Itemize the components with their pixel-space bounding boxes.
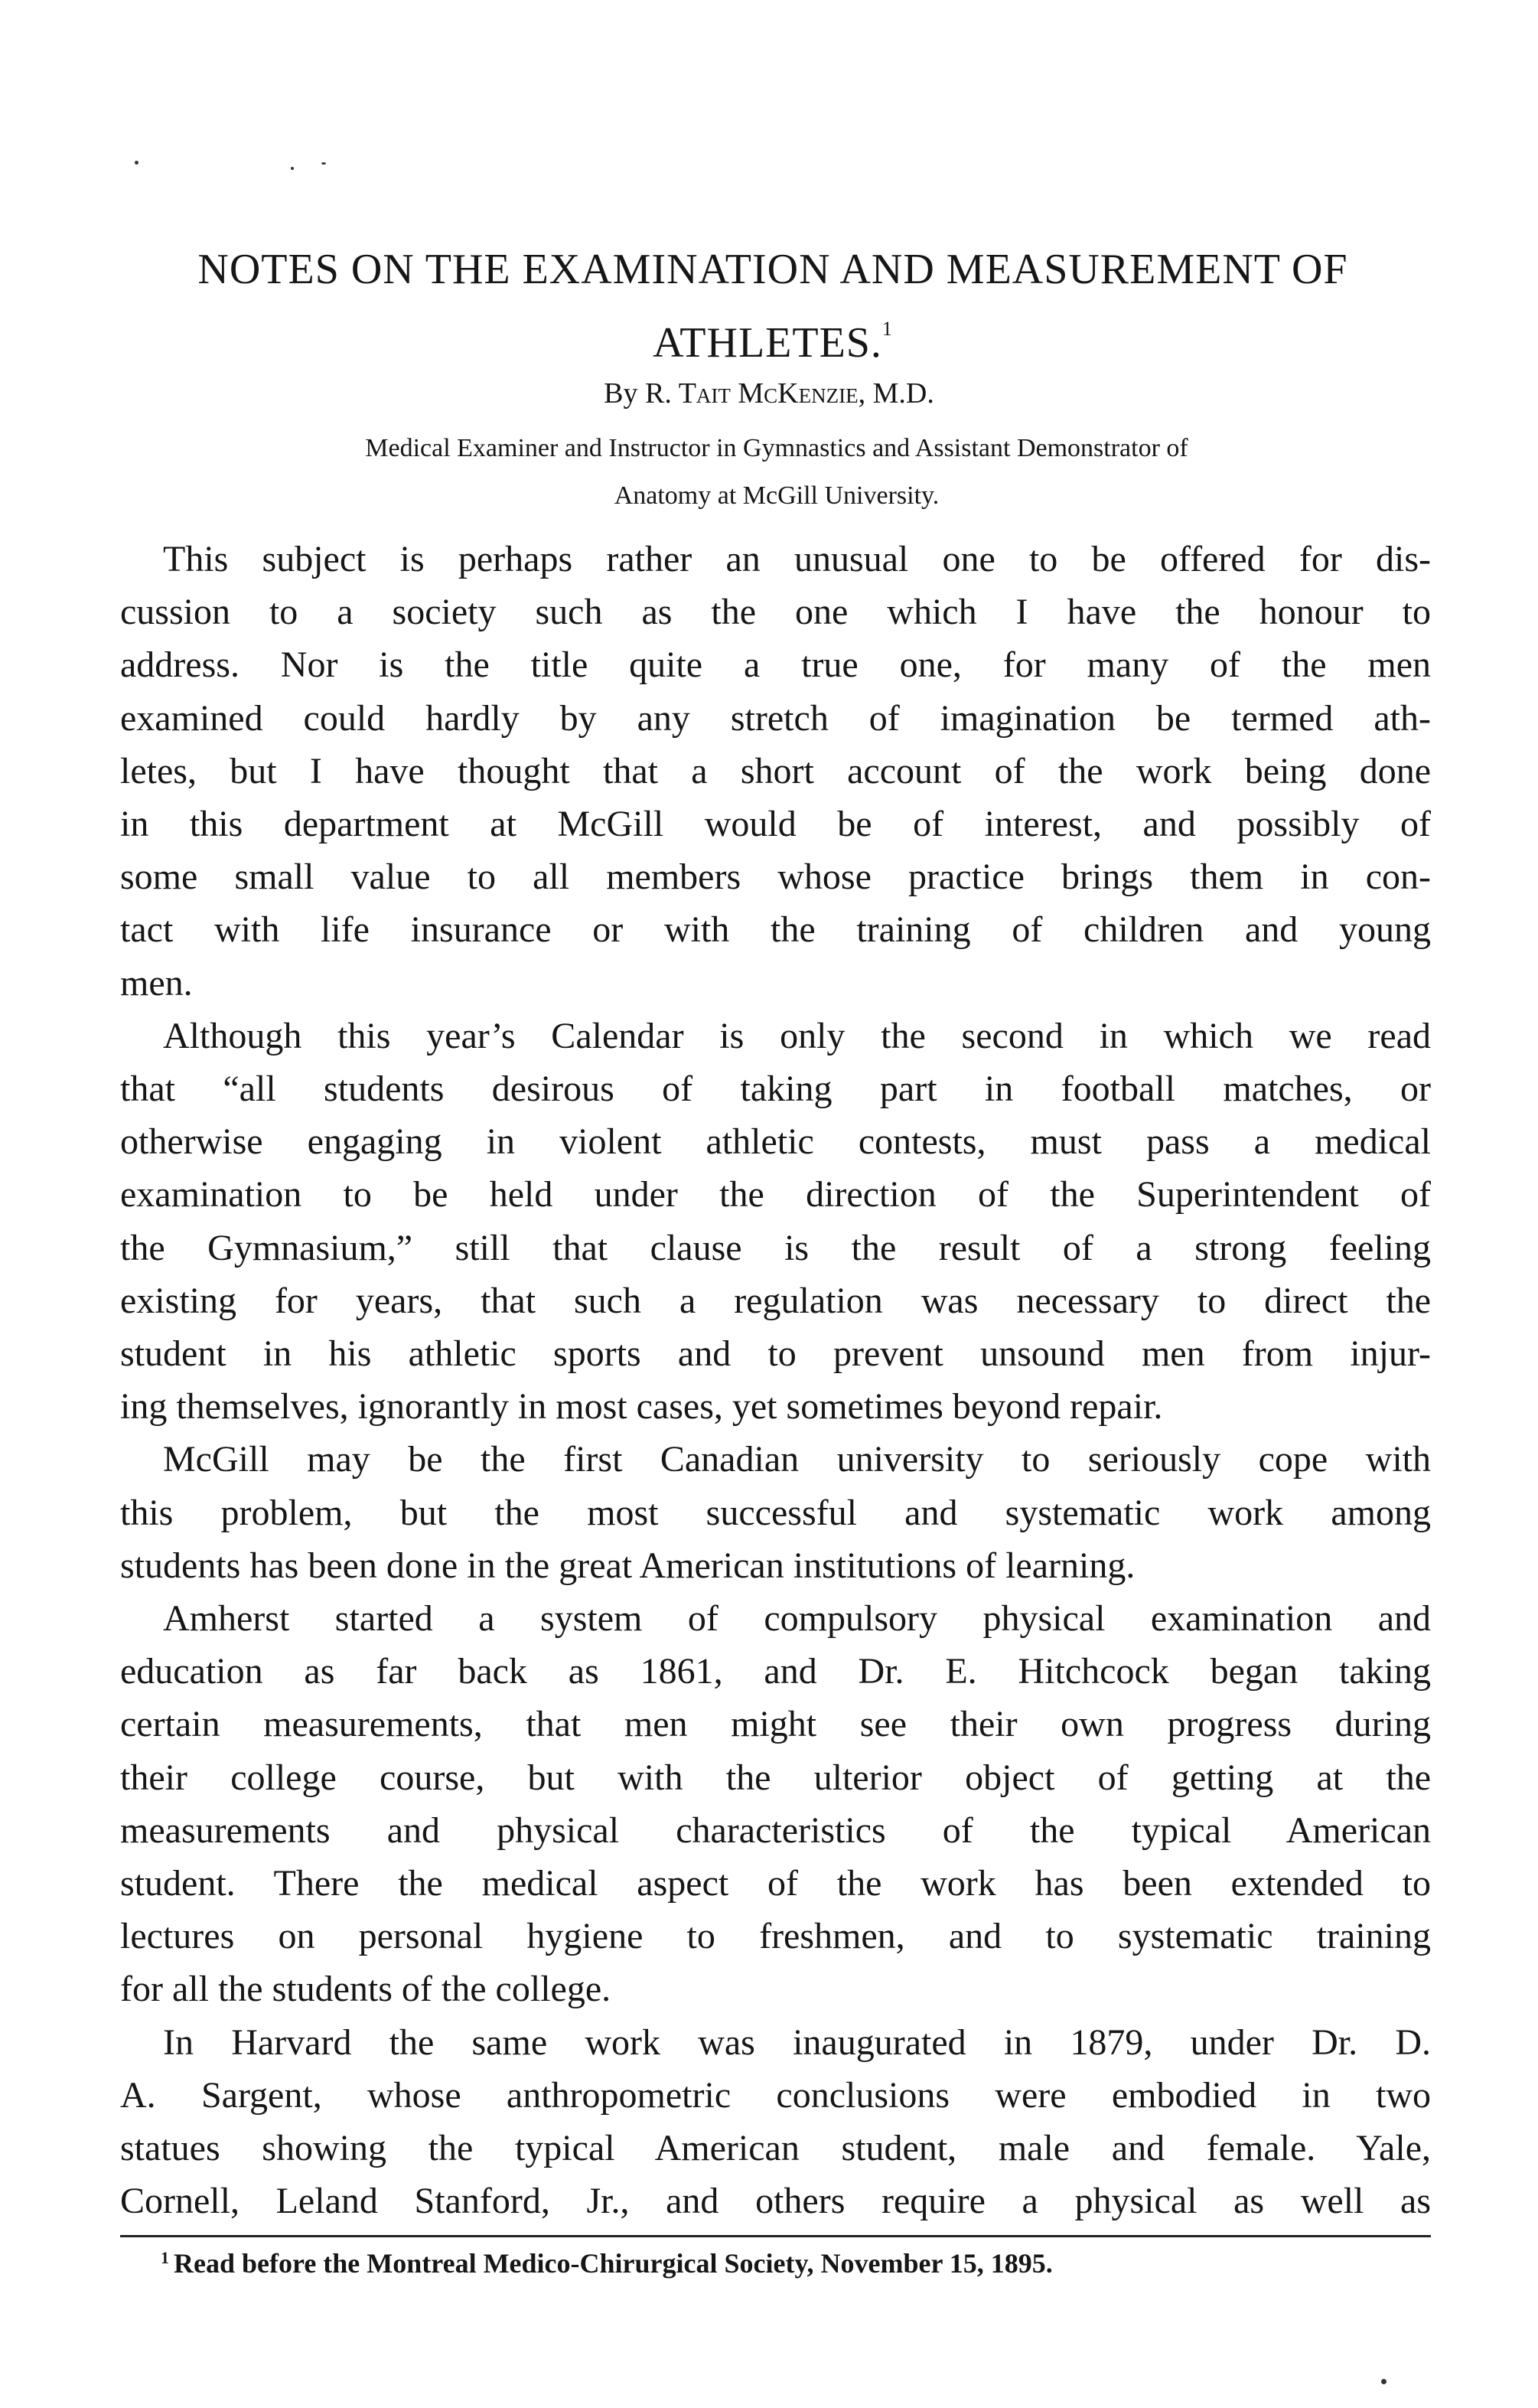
body-line: examined could hardly by any stretch of imagination be termed ath- <box>120 697 1431 739</box>
article-title-line-2 <box>115 303 1431 369</box>
body-line: In Harvard the same work was inaugurated in 1879, under Dr. D. <box>163 2021 1431 2063</box>
body-line: education as far back as 1861, and Dr. E. Hitchcock began taking <box>120 1651 1431 1692</box>
footnote-mark: 1 <box>161 2248 169 2267</box>
body-line: tact with life insurance or with the training of children and young <box>120 909 1431 951</box>
title-footnote-mark: 1 <box>881 318 893 340</box>
body-line: Cornell, Leland Stanford, Jr., and others require a physical as well as <box>120 2181 1431 2222</box>
body-line: address. Nor is the title quite a true one, for many of the men <box>120 644 1431 686</box>
byline-prefix: By <box>604 377 638 409</box>
body-line: in this department at McGill would be of interest, and possibly of <box>120 804 1431 845</box>
body-line: cussion to a society such as the one which I have the honour to <box>120 592 1431 633</box>
body-line: Amherst started a system of compulsory physical examination and <box>163 1598 1431 1640</box>
article-body <box>120 533 1431 2228</box>
body-line: some small value to all members whose practice brings them in con- <box>120 857 1431 898</box>
body-line: for all the students of the college. <box>120 1969 611 2010</box>
author-name: R. Tait McKenzie, M.D. <box>645 377 934 409</box>
body-line: otherwise engaging in violent athletic contests, must pass a medical <box>120 1121 1431 1163</box>
body-line: the Gymnasium,” still that clause is the result of a strong feeling <box>120 1227 1431 1268</box>
article-title-line-1: NOTES ON THE EXAMINATION AND MEASUREMENT OF <box>197 246 1348 293</box>
body-line: McGill may be the first Canadian university to seriously cope with <box>163 1439 1431 1480</box>
body-line: student. There the medical aspect of the work has been extended to <box>120 1863 1431 1904</box>
body-line: examination to be held under the direction of the Superintendent of <box>120 1174 1431 1215</box>
scan-speck <box>135 161 138 165</box>
footnote <box>161 2247 1053 2279</box>
affiliation-line-1: Medical Examiner and Instructor in Gymnastics and Assistant Demonstrator of <box>365 434 1188 462</box>
scan-speck <box>291 167 294 170</box>
scan-speck <box>1381 2379 1386 2384</box>
body-line: this problem, but the most successful and systematic work among <box>120 1492 1431 1533</box>
body-line: statues showing the typical American student, male and female. Yale, <box>120 2128 1431 2169</box>
body-line: students has been done in the great American institutions of learning. <box>120 1545 1136 1586</box>
body-line: that “all students desirous of taking part in football matches, or <box>120 1069 1431 1110</box>
body-line: existing for years, that such a regulation was necessary to direct the <box>120 1280 1431 1321</box>
byline <box>0 377 1538 410</box>
footnote-text: Read before the Montreal Medico-Chirurgical Society, November 15, 1895. <box>174 2248 1053 2279</box>
body-line: student in his athletic sports and to prevent unsound men from injur- <box>120 1333 1431 1375</box>
body-line: certain measurements, that men might see their own progress during <box>120 1704 1431 1745</box>
article-title-text: ATHLETES. <box>653 319 882 367</box>
body-line: A. Sargent, whose anthropometric conclusions were embodied in two <box>120 2074 1431 2116</box>
body-line: lectures on personal hygiene to freshmen, and to systematic training <box>120 1916 1431 1957</box>
body-line: their college course, but with the ulterior object of getting at the <box>120 1757 1431 1798</box>
affiliation-line-2: Anatomy at McGill University. <box>614 481 940 510</box>
body-line: ing themselves, ignorantly in most cases, yet sometimes beyond repair. <box>120 1386 1163 1428</box>
body-line: This subject is perhaps rather an unusual one to be offered for dis- <box>163 539 1431 579</box>
body-line: Although this year’s Calendar is only the second in which we read <box>163 1015 1431 1056</box>
scan-speck <box>321 162 326 165</box>
body-line: letes, but I have thought that a short account of the work being done <box>120 750 1431 791</box>
body-line: men. <box>120 962 193 1003</box>
footnote-rule <box>120 2235 1431 2237</box>
body-line: measurements and physical characteristics of the typical American <box>120 1809 1431 1851</box>
